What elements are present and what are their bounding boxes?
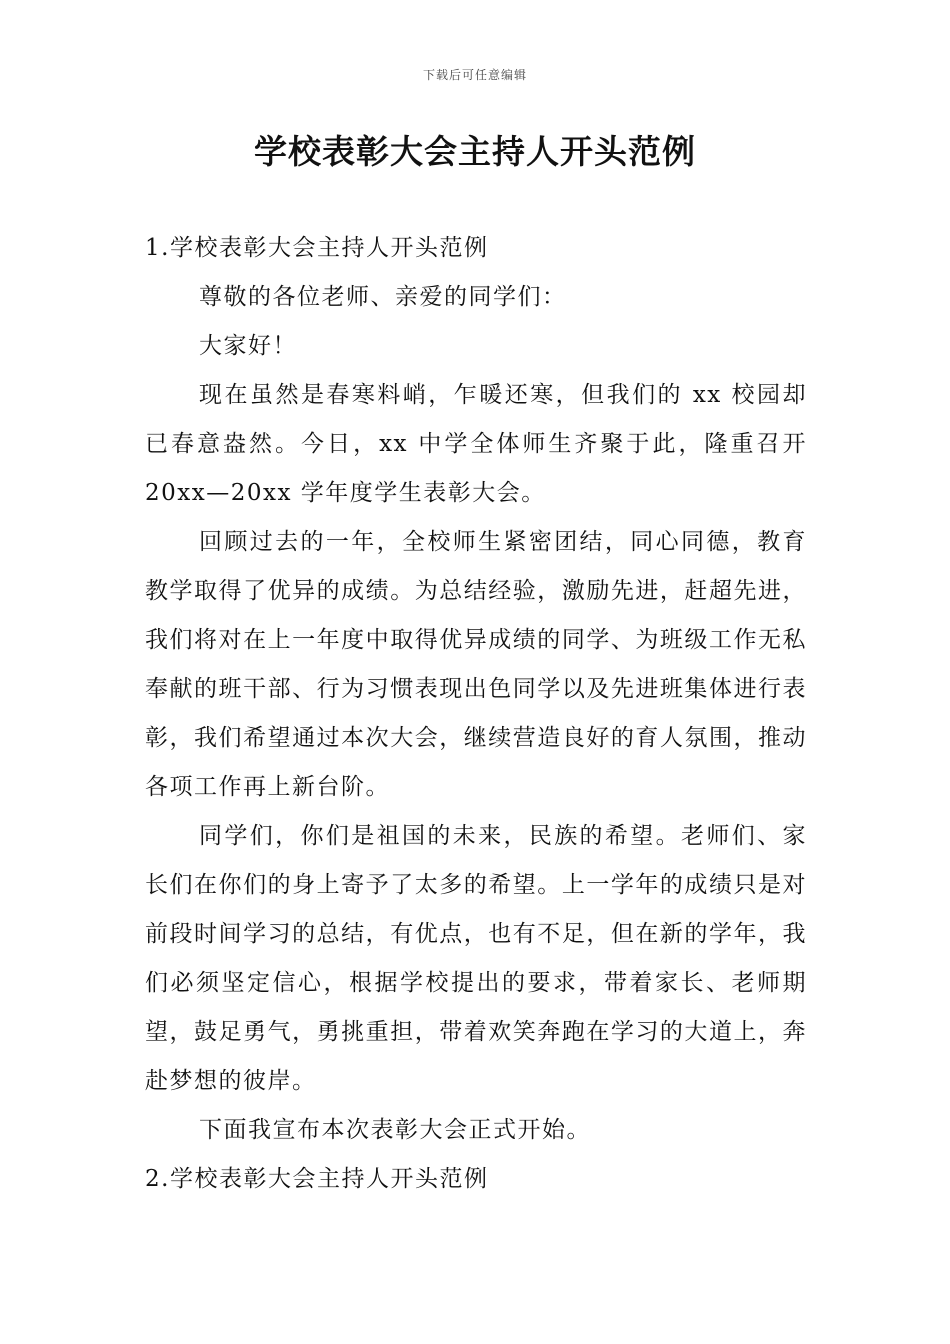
paragraph-opening: 现在虽然是春寒料峭，乍暖还寒，但我们的 xx 校园却已春意盎然。今日，xx 中学全体师生齐聚于此，隆重召开 20xx—20xx 学年度学生表彰大会。: [145, 382, 807, 506]
document-body: [145, 224, 807, 1204]
paragraph-announcement: 下面我宣布本次表彰大会正式开始。: [199, 1117, 592, 1143]
paragraph-review: 回顾过去的一年，全校师生紧密团结，同心同德，教育教学取得了优异的成绩。为总结经验，激励先进，赶超先进，我们将对在上一年度中取得优异成绩的同学、为班级工作无私奉献的班干部、行为习惯表现出色同学以及先进班集体进行表彰，我们希望通过本次大会，继续营造良好的育人氛围，推动各项工作再上新台阶。: [145, 529, 807, 800]
header-note: 下载后可任意编辑: [422, 68, 527, 82]
paragraph-hello: 大家好！: [199, 333, 298, 359]
paragraph-greeting: 尊敬的各位老师、亲爱的同学们：: [199, 284, 567, 310]
section-heading-1: 1.学校表彰大会主持人开头范例: [145, 235, 489, 261]
document-title: 学校表彰大会主持人开头范例: [254, 132, 696, 171]
paragraph-students: 同学们，你们是祖国的未来，民族的希望。老师们、家长们在你们的身上寄予了太多的希望。上一学年的成绩只是对前段时间学习的总结，有优点，也有不足，但在新的学年，我们必须坚定信心，根据学校提出的要求，带着家长、老师期望，鼓足勇气，勇挑重担，带着欢笑奔跑在学习的大道上，奔赴梦想的彼岸。: [145, 823, 807, 1094]
section-heading-2: 2.学校表彰大会主持人开头范例: [145, 1166, 489, 1192]
